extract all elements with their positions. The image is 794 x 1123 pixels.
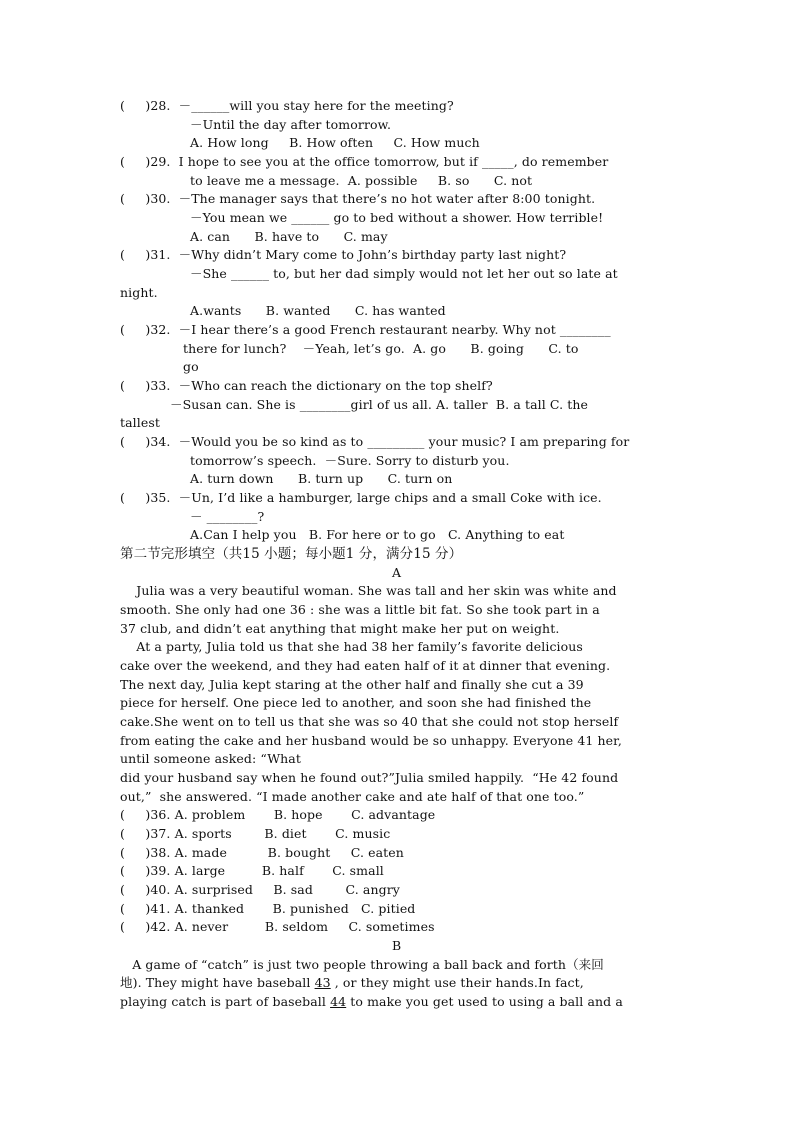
question-34-line2: tomorrow’s speech. －Sure. Sorry to disturb you. — [190, 453, 510, 468]
question-34-line1: ( )34. －Would you be so kind as to _________ your music? I am preparing for — [120, 434, 630, 449]
question-32-wrap: go — [183, 359, 199, 374]
passage-a-line: did your husband say when he found out?”Julia smiled happily. “He 42 found — [120, 770, 619, 785]
passage-b-line — [120, 974, 584, 992]
section-heading: 第二节完形填空（共15 小题；每小题1 分，满分15 分） — [120, 546, 463, 562]
passage-a-line: smooth. She only had one 36 : she was a little bit fat. So she took part in a — [120, 602, 600, 617]
blank-43: 43 — [314, 975, 331, 990]
passage-a-line: out,” she answered. “I made another cake and ate half of that one too.” — [120, 789, 585, 804]
passage-a-line: cake.She went on to tell us that she was so 40 that she could not stop herself — [120, 714, 619, 729]
passage-a-line: until someone asked: “What — [120, 751, 301, 766]
question-29-line2: to leave me a message. A. possible B. so C. not — [190, 173, 533, 188]
question-31-line1: ( )31. －Why didn’t Mary come to John’s birthday party last night? — [120, 247, 567, 262]
passage-a-line: 37 club, and didn’t eat anything that might make her put on weight. — [120, 621, 560, 636]
passage-b-line — [120, 993, 623, 1011]
question-30-line1: ( )30. －The manager says that there’s no hot water after 8:00 tonight. — [120, 191, 596, 206]
passage-a-line: piece for herself. One piece led to another, and soon she had finished the — [120, 695, 592, 710]
option-row-39: ( )39. A. large B. half C. small — [120, 863, 384, 878]
question-35-line1: ( )35. －Un, I’d like a hamburger, large chips and a small Coke with ice. — [120, 490, 602, 505]
question-35-options: A.Can I help you B. For here or to go C. Anything to eat — [190, 527, 565, 542]
question-30-options: A. can B. have to C. may — [190, 229, 388, 244]
option-row-38: ( )38. A. made B. bought C. eaten — [120, 845, 404, 860]
question-28-line1: ( )28. －______will you stay here for the meeting? — [120, 98, 454, 113]
passage-a-line: The next day, Julia kept staring at the other half and finally she cut a 39 — [120, 677, 584, 692]
question-32-line2: there for lunch? －Yeah, let’s go. A. go B. going C. to — [183, 341, 579, 356]
question-29-line1: ( )29. I hope to see you at the office tomorrow, but if _____, do remember — [120, 154, 609, 169]
passage-a-line: Julia was a very beautiful woman. She was tall and her skin was white and — [120, 583, 617, 598]
question-31-line2: －She ______ to, but her dad simply would not let her out so late at — [190, 266, 618, 281]
question-33-line1: ( )33. －Who can reach the dictionary on the top shelf? — [120, 378, 493, 393]
option-row-37: ( )37. A. sports B. diet C. music — [120, 826, 391, 841]
passage-b-text: to make you get used to using a ball and a — [346, 994, 623, 1009]
question-28-line2: －Until the day after tomorrow. — [190, 117, 392, 132]
passage-b-line: A game of “catch” is just two people throwing a ball back and forth（来回 — [120, 957, 604, 972]
passage-b-label: B — [392, 938, 402, 953]
question-34-options: A. turn down B. turn up C. turn on — [190, 471, 453, 486]
question-35-line2: － ________? — [190, 509, 265, 524]
passage-b-text: playing catch is part of baseball — [120, 994, 331, 1009]
question-33-line2: －Susan can. She is ________girl of us all. A. taller B. a tall C. the — [170, 397, 589, 412]
question-30-line2: －You mean we ______ go to bed without a shower. How terrible! — [190, 210, 604, 225]
passage-a-line: cake over the weekend, and they had eaten half of it at dinner that evening. — [120, 658, 611, 673]
question-31-wrap: night. — [120, 285, 158, 300]
question-32-line1: ( )32. －I hear there’s a good French restaurant nearby. Why not ________ — [120, 322, 611, 337]
option-row-41: ( )41. A. thanked B. punished C. pitied — [120, 901, 416, 916]
passage-a-line: from eating the cake and her husband would be so unhappy. Everyone 41 her, — [120, 733, 622, 748]
passage-b-text: , or they might use their hands.In fact, — [330, 975, 584, 990]
option-row-40: ( )40. A. surprised B. sad C. angry — [120, 882, 400, 897]
passage-a-label: A — [392, 565, 402, 580]
question-33-wrap: tallest — [120, 415, 161, 430]
question-28-options: A. How long B. How often C. How much — [190, 135, 480, 150]
passage-a-line: At a party, Julia told us that she had 38 her family’s favorite delicious — [120, 639, 583, 654]
option-row-36: ( )36. A. problem B. hope C. advantage — [120, 807, 436, 822]
blank-44: 44 — [330, 994, 347, 1009]
passage-b-text: 地). They might have baseball — [120, 975, 315, 990]
option-row-42: ( )42. A. never B. seldom C. sometimes — [120, 919, 435, 934]
question-31-options: A.wants B. wanted C. has wanted — [190, 303, 446, 318]
